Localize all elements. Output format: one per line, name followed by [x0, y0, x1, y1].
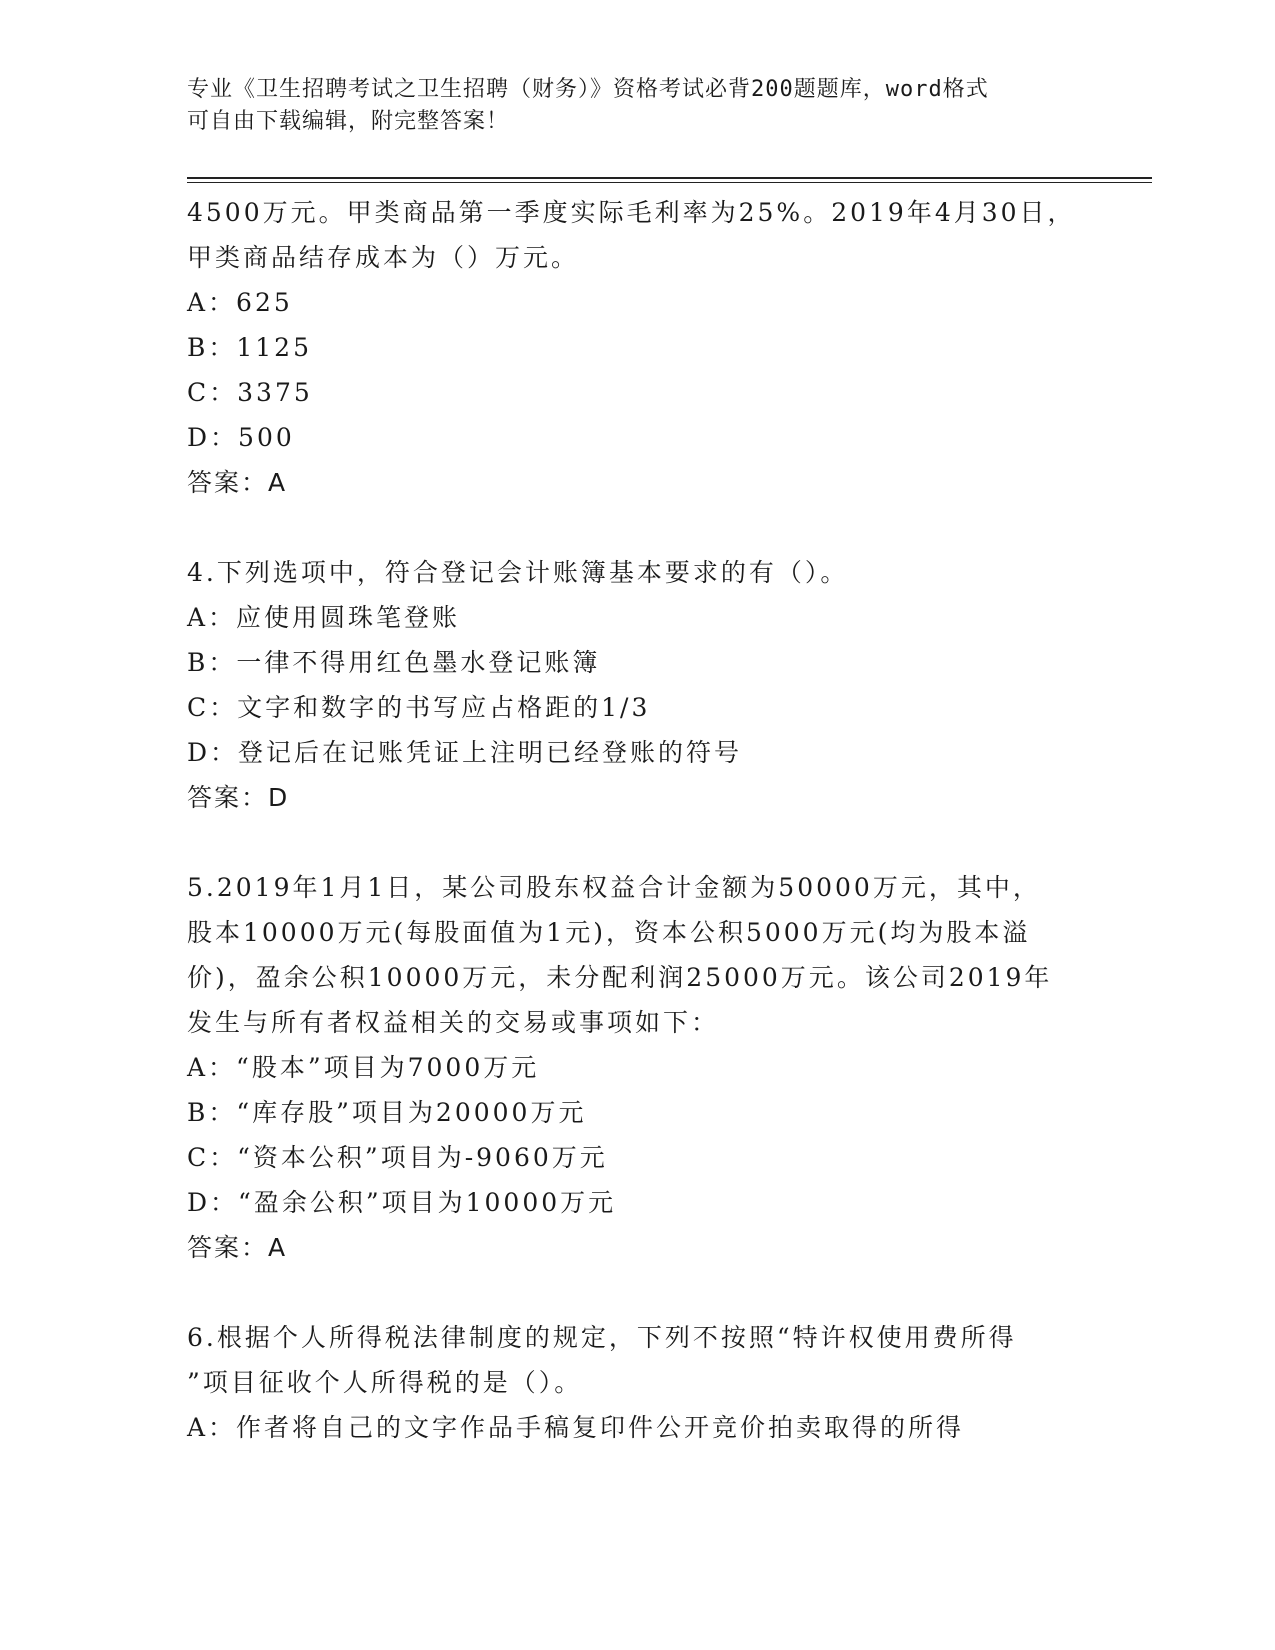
answer: 答案：A — [187, 468, 288, 497]
header-line-1: 专业《卫生招聘考试之卫生招聘（财务）》资格考试必背200题题库，word格式 — [187, 77, 989, 102]
option-d: D：500 — [187, 423, 295, 452]
header-divider-thick — [187, 177, 1152, 179]
document-header — [187, 74, 1067, 138]
question-6 — [187, 1315, 1067, 1450]
question-text: ”项目征收个人所得税的是（）。 — [187, 1368, 583, 1397]
question-text: 4500万元。甲类商品第一季度实际毛利率为25%。2019年4月30日， — [187, 198, 1076, 227]
option-a: A：625 — [187, 288, 293, 317]
option-d: D：登记后在记账凭证上注明已经登账的符号 — [187, 738, 743, 767]
question-3 — [187, 190, 1076, 505]
question-4 — [187, 550, 1067, 820]
header-divider-thin — [187, 182, 1152, 183]
option-b: B：“库存股”项目为20000万元 — [187, 1098, 587, 1127]
question-text: 5.2019年1月1日，某公司股东权益合计金额为50000万元，其中， — [187, 873, 1041, 902]
option-c: C：“资本公积”项目为-9060万元 — [187, 1143, 608, 1172]
header-line-2: 可自由下载编辑，附完整答案！ — [187, 109, 510, 134]
document-body — [187, 190, 1076, 1450]
option-a: A：作者将自己的文字作品手稿复印件公开竞价拍卖取得的所得 — [187, 1413, 965, 1442]
option-a: A：应使用圆珠笔登账 — [187, 603, 461, 632]
option-a: A：“股本”项目为7000万元 — [187, 1053, 540, 1082]
question-text: 股本10000万元(每股面值为1元)，资本公积5000万元(均为股本溢 — [187, 918, 1031, 947]
question-text: 发生与所有者权益相关的交易或事项如下： — [187, 1008, 720, 1037]
option-c: C：文字和数字的书写应占格距的1/3 — [187, 693, 651, 722]
question-text: 6.根据个人所得税法律制度的规定，下列不按照“特许权使用费所得 — [187, 1323, 1017, 1352]
question-text: 甲类商品结存成本为（）万元。 — [187, 243, 580, 272]
answer: 答案：A — [187, 1233, 288, 1262]
answer: 答案：D — [187, 783, 290, 812]
option-b: B：一律不得用红色墨水登记账簿 — [187, 648, 601, 677]
option-b: B：1125 — [187, 333, 312, 362]
question-5 — [187, 865, 1067, 1270]
option-c: C：3375 — [187, 378, 313, 407]
question-text: 4.下列选项中，符合登记会计账簿基本要求的有（）。 — [187, 558, 849, 587]
question-text: 价)，盈余公积10000万元，未分配利润25000万元。该公司2019年 — [187, 963, 1053, 992]
option-d: D：“盈余公积”项目为10000万元 — [187, 1188, 617, 1217]
